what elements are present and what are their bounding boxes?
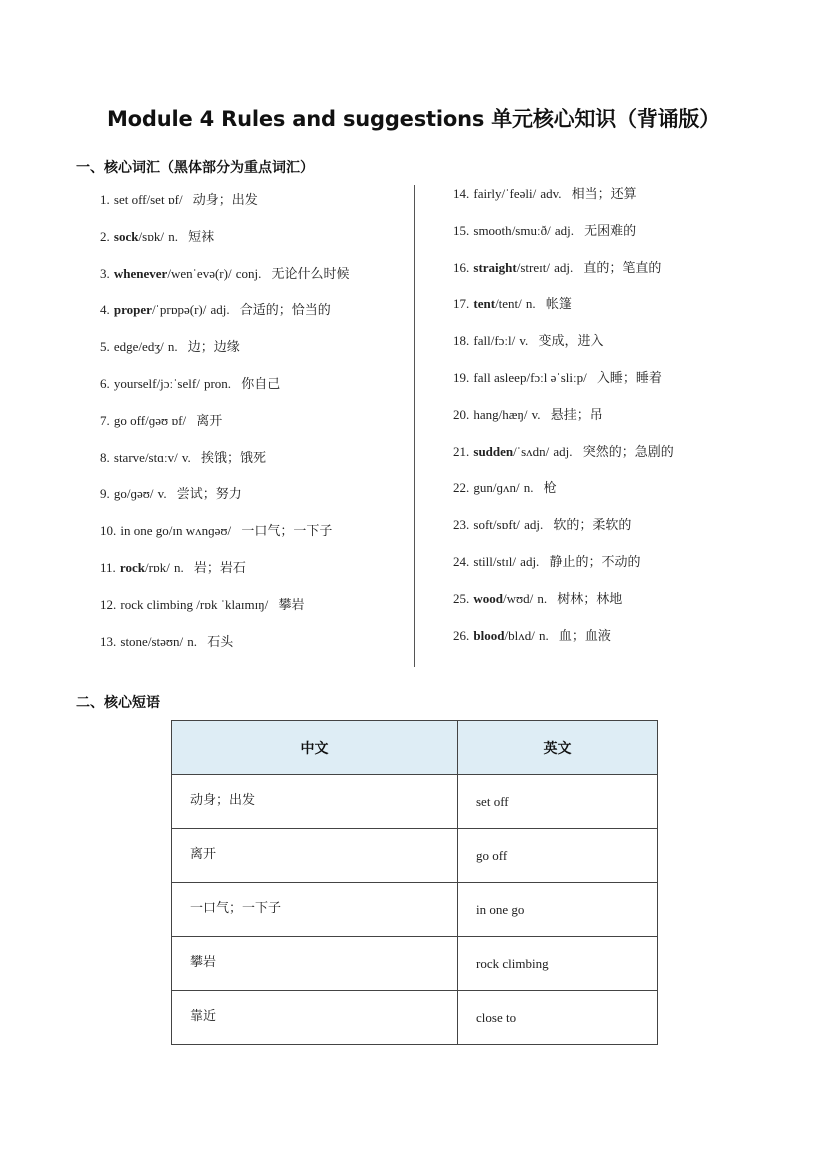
vocab-word: rock climbing — [120, 596, 193, 612]
vocab-phonetic: /ˈsʌdn/ — [513, 443, 550, 459]
vocab-word: sock — [113, 228, 139, 244]
vocab-item — [100, 227, 350, 264]
vocab-phonetic: /ɡəʊ/ — [126, 486, 154, 502]
table-header-row — [172, 721, 658, 775]
vocab-word: still — [473, 553, 493, 569]
vocab-item — [453, 478, 674, 515]
vocab-word: rock — [119, 559, 145, 575]
vocab-meaning: 入睡；睡着 — [596, 370, 662, 386]
vocab-meaning: 相当；还算 — [571, 187, 637, 202]
vocab-part-of-speech: n. — [537, 590, 548, 606]
vocab-part-of-speech: conj. — [235, 265, 262, 281]
vocab-word: sudden — [473, 443, 514, 459]
vocab-number: 24. — [453, 553, 470, 569]
vocab-meaning: 血；血液 — [558, 628, 611, 644]
vocab-part-of-speech: n. — [187, 633, 198, 649]
vocab-meaning: 一口气；一下子 — [241, 524, 333, 540]
vocab-part-of-speech: v. — [531, 406, 541, 422]
vocab-part-of-speech: adj. — [554, 222, 574, 238]
vocab-word: wood — [473, 590, 504, 606]
vocab-meaning: 动身；出发 — [192, 193, 258, 208]
vocab-part-of-speech: adv. — [540, 186, 562, 201]
vocab-item — [453, 589, 674, 626]
vocab-item — [453, 221, 674, 258]
vocab-part-of-speech: pron. — [203, 375, 232, 391]
section-heading-phrases: 二、核心短语 — [76, 695, 160, 711]
vocab-part-of-speech: v. — [519, 333, 529, 349]
vocab-word: gun — [473, 480, 493, 496]
vocab-item — [453, 552, 674, 589]
vocab-phonetic: /wenˈevə(r)/ — [167, 265, 232, 281]
vocab-phonetic: /stɑːv/ — [144, 449, 178, 465]
vocab-item — [453, 331, 674, 368]
vocab-part-of-speech: n. — [173, 559, 184, 575]
vocab-meaning: 无困难的 — [584, 223, 637, 239]
vocab-item — [100, 448, 350, 485]
table-row — [172, 937, 658, 991]
section-heading-vocabulary: 一、核心词汇（黑体部分为重点词汇） — [76, 160, 314, 176]
table-row — [172, 829, 658, 883]
column-header-english: 英文 — [458, 721, 658, 775]
vocab-list-left — [100, 190, 350, 668]
vocab-meaning: 无论什么时候 — [271, 266, 350, 282]
vocab-number: 23. — [453, 517, 470, 533]
table-cell-chinese: 动身；出发 — [172, 775, 458, 829]
vocab-item — [100, 411, 350, 448]
vocab-item — [100, 337, 350, 374]
vocab-meaning: 合适的；恰当的 — [239, 303, 331, 319]
vocab-part-of-speech: adj. — [553, 443, 573, 459]
vocab-part-of-speech: n. — [523, 480, 534, 496]
vocab-meaning: 枪 — [543, 481, 557, 497]
vocab-number: 14. — [453, 186, 470, 201]
vocab-phonetic: /rɒk ˈklaɪmɪŋ/ — [192, 596, 269, 612]
vocab-word: proper — [113, 302, 152, 318]
vocab-number: 22. — [453, 480, 470, 496]
table-cell-english: rock climbing — [458, 937, 658, 991]
vocab-phonetic: /ˈprɒpə(r)/ — [151, 302, 207, 318]
vocab-word: go — [113, 486, 127, 502]
vocab-meaning: 石头 — [207, 634, 234, 650]
vocab-item — [100, 521, 350, 558]
vocab-number: 3. — [100, 265, 110, 281]
vocab-meaning: 帐篷 — [545, 297, 572, 313]
vocab-number: 26. — [453, 627, 470, 643]
vocab-number: 13. — [100, 633, 117, 649]
vocab-number: 7. — [100, 412, 110, 428]
vocab-item — [100, 190, 350, 227]
vocab-item — [453, 405, 674, 442]
vocab-phonetic: /ɡʌn/ — [492, 480, 520, 496]
vocab-part-of-speech: n. — [538, 627, 549, 643]
table-row — [172, 775, 658, 829]
vocab-word: hang — [473, 406, 499, 422]
vocab-number: 8. — [100, 449, 110, 465]
vocab-item — [453, 368, 674, 405]
vocab-number: 19. — [453, 369, 470, 385]
vocab-phonetic: /stəʊn/ — [147, 633, 184, 649]
vocab-meaning: 静止的；不动的 — [549, 554, 641, 570]
table-cell-english: go off — [458, 829, 658, 883]
vocab-meaning: 短袜 — [188, 229, 215, 245]
vocab-part-of-speech: n. — [525, 296, 536, 312]
vocab-part-of-speech: adj. — [520, 553, 540, 569]
vocab-word: whenever — [113, 265, 168, 281]
vocab-word: straight — [473, 259, 517, 275]
table-row — [172, 991, 658, 1045]
vocab-number: 6. — [100, 375, 110, 391]
vocab-word: smooth — [473, 222, 512, 238]
vocab-part-of-speech: v. — [181, 449, 191, 465]
vocab-meaning: 变成，进入 — [538, 334, 604, 350]
vocab-meaning: 攀岩 — [278, 597, 305, 613]
vocab-phonetic: /smuːð/ — [511, 222, 551, 238]
vocab-meaning: 突然的；急剧的 — [582, 444, 674, 460]
vocab-number: 16. — [453, 259, 470, 275]
phrases-table — [171, 720, 658, 1045]
vocab-part-of-speech: adj. — [524, 517, 544, 533]
vocab-item — [453, 626, 674, 663]
vocab-phonetic: /sɒft/ — [492, 517, 520, 533]
vocab-number: 15. — [453, 222, 470, 238]
vocab-number: 2. — [100, 228, 110, 244]
vocab-word: blood — [473, 627, 505, 643]
vocab-number: 11. — [100, 559, 116, 575]
vocab-meaning: 边；边缘 — [187, 340, 240, 356]
vocab-phonetic: /sɒk/ — [138, 228, 165, 244]
vocab-phonetic: /ɪn wʌnɡəʊ/ — [168, 523, 232, 539]
table-cell-chinese: 离开 — [172, 829, 458, 883]
vocab-number: 4. — [100, 302, 110, 318]
vocab-phonetic: /rɒk/ — [144, 559, 170, 575]
vocab-item — [453, 294, 674, 331]
table-row — [172, 883, 658, 937]
vocab-item — [453, 184, 674, 221]
vocab-meaning: 直的；笔直的 — [583, 260, 662, 276]
vocab-phonetic: /stɪl/ — [492, 553, 517, 569]
vocab-list-right — [453, 184, 674, 662]
vocab-meaning: 挨饿；饿死 — [200, 450, 266, 466]
vocab-item — [100, 484, 350, 521]
vocab-item — [453, 515, 674, 552]
vocab-number: 12. — [100, 596, 117, 612]
vocab-meaning: 岩；岩石 — [193, 560, 246, 576]
vocab-item — [100, 264, 350, 301]
vocab-phonetic: /ˈfeəli/ — [501, 186, 537, 201]
vocab-word: set off — [113, 192, 147, 207]
vocab-part-of-speech: adj. — [554, 259, 574, 275]
vocab-meaning: 你自己 — [241, 376, 281, 392]
table-cell-chinese: 攀岩 — [172, 937, 458, 991]
vocab-word: soft — [473, 517, 493, 533]
vocab-meaning: 树林；林地 — [557, 591, 623, 607]
vocab-number: 20. — [453, 406, 470, 422]
vocab-part-of-speech: n. — [167, 339, 178, 355]
vocab-phonetic: /tent/ — [495, 296, 522, 312]
vocab-word: in one go — [120, 523, 169, 539]
vocab-phonetic: /wʊd/ — [503, 590, 534, 606]
vocab-number: 21. — [453, 443, 470, 459]
vocab-phonetic: /fɔːl/ — [490, 333, 516, 349]
vocab-phonetic: /edʒ/ — [138, 339, 164, 355]
vocab-phonetic: /ɡəʊ ɒf/ — [145, 412, 187, 428]
vocab-item — [100, 300, 350, 337]
vocab-word: go off — [113, 412, 146, 428]
vocab-phonetic: /hæŋ/ — [498, 406, 528, 422]
vocab-meaning: 尝试；努力 — [176, 487, 242, 503]
vocab-word: fall — [473, 333, 491, 349]
vocab-number: 10. — [100, 523, 117, 539]
vocab-phonetic: /jɔːˈself/ — [156, 375, 200, 391]
column-divider — [414, 185, 415, 667]
table-cell-english: in one go — [458, 883, 658, 937]
vocab-phonetic: /streɪt/ — [516, 259, 550, 275]
vocab-meaning: 离开 — [196, 413, 223, 429]
vocab-item — [100, 595, 350, 632]
vocab-number: 18. — [453, 333, 470, 349]
vocab-word: stone — [120, 633, 148, 649]
vocab-number: 5. — [100, 339, 110, 355]
vocab-number: 17. — [453, 296, 470, 312]
vocab-item — [100, 374, 350, 411]
vocab-part-of-speech: adj. — [210, 302, 230, 318]
vocab-item — [453, 442, 674, 479]
table-cell-chinese: 一口气；一下子 — [172, 883, 458, 937]
vocab-word: yourself — [113, 375, 157, 391]
vocab-word: fall asleep — [473, 369, 527, 385]
page-title: Module 4 Rules and suggestions 单元核心知识（背诵版） — [106, 107, 721, 131]
vocab-number: 1. — [100, 192, 110, 207]
table-cell-chinese: 靠近 — [172, 991, 458, 1045]
vocab-word: edge — [113, 339, 139, 355]
vocab-number: 25. — [453, 590, 470, 606]
vocab-number: 9. — [100, 486, 110, 502]
vocab-item — [100, 558, 350, 595]
vocab-word: tent — [473, 296, 496, 312]
vocab-item — [100, 632, 350, 669]
vocab-word: starve — [113, 449, 145, 465]
vocab-word: fairly — [473, 186, 502, 201]
vocab-item — [453, 258, 674, 295]
vocab-phonetic: /set ɒf/ — [146, 192, 183, 207]
vocab-part-of-speech: v. — [157, 486, 167, 502]
table-cell-english: set off — [458, 775, 658, 829]
vocab-phonetic: /blʌd/ — [504, 627, 535, 643]
table-cell-english: close to — [458, 991, 658, 1045]
vocab-meaning: 软的；柔软的 — [553, 518, 632, 534]
vocab-phonetic: /fɔːl əˈsliːp/ — [526, 369, 587, 385]
column-header-chinese: 中文 — [172, 721, 458, 775]
vocab-meaning: 悬挂；吊 — [550, 407, 603, 423]
vocab-part-of-speech: n. — [168, 228, 178, 244]
